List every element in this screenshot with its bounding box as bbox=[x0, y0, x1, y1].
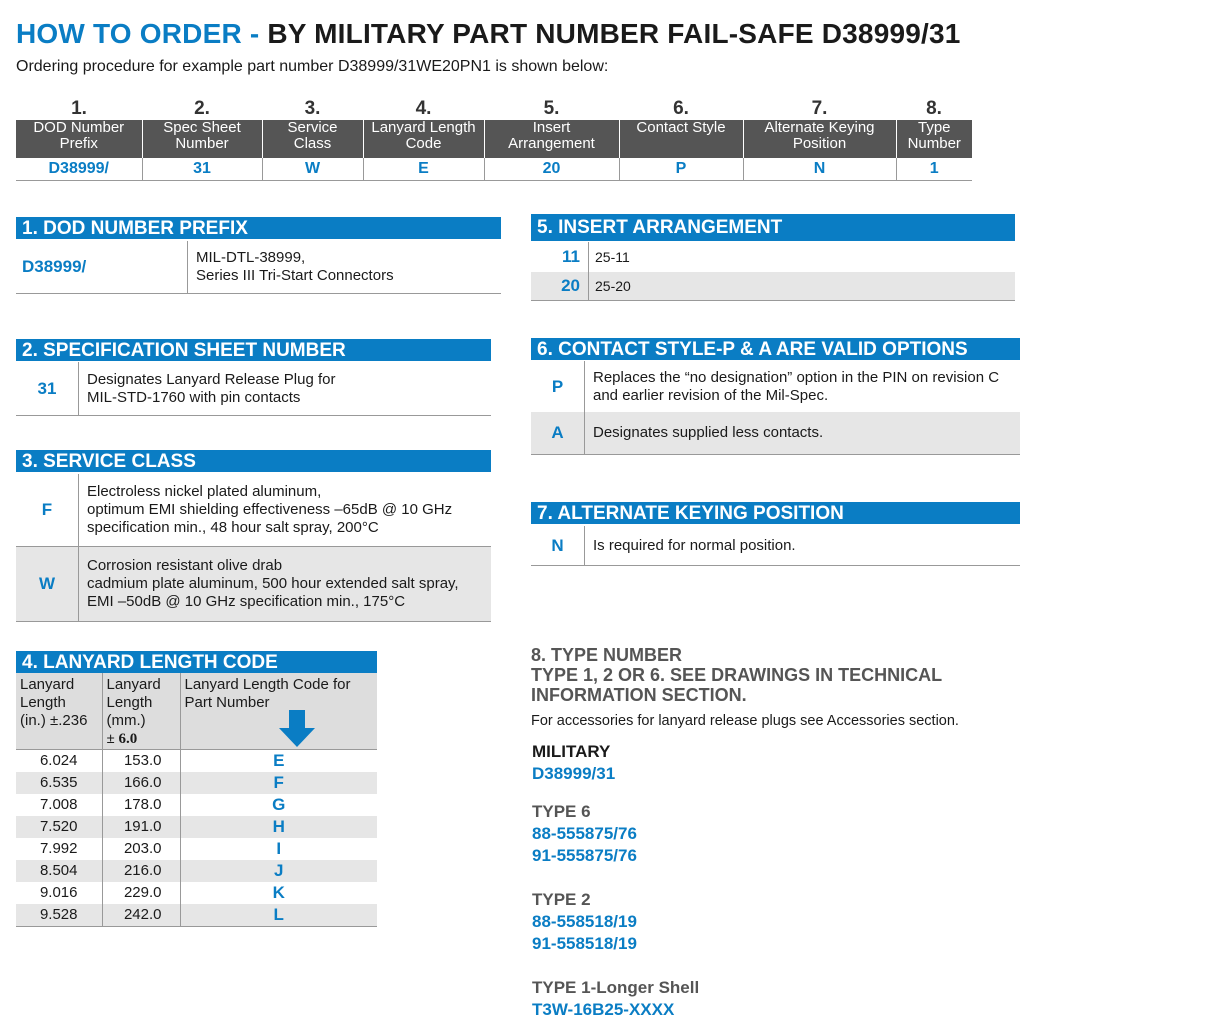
section1-desc: MIL-DTL-38999, Series III Tri-Start Connectors bbox=[196, 249, 394, 284]
lanyard-mm: 153.0 bbox=[102, 749, 180, 772]
section5-desc: 25-11 bbox=[595, 249, 630, 265]
section2-code: 31 bbox=[16, 362, 79, 415]
section3-row bbox=[16, 547, 491, 622]
section1-row bbox=[16, 241, 501, 294]
lanyard-inches: 7.520 bbox=[16, 816, 102, 838]
overview-header: Spec Sheet Number bbox=[142, 120, 262, 158]
ordering-overview-table bbox=[16, 98, 972, 181]
overview-num: 7. bbox=[811, 98, 828, 119]
lanyard-mm: 178.0 bbox=[102, 794, 180, 816]
section3-code: W bbox=[16, 547, 79, 621]
overview-value: 31 bbox=[142, 158, 262, 181]
overview-number-row bbox=[16, 98, 972, 120]
section4-header: 4. LANYARD LENGTH CODE bbox=[16, 651, 377, 673]
section5-code: 20 bbox=[531, 272, 589, 300]
lanyard-code: I bbox=[276, 838, 282, 858]
overview-num: 8. bbox=[926, 98, 942, 119]
section2-header: 2. SPECIFICATION SHEET NUMBER bbox=[16, 339, 491, 361]
overview-value-row bbox=[16, 158, 972, 181]
lanyard-code: K bbox=[272, 882, 285, 902]
section6-desc: Replaces the “no designation” option in the PIN on revision C and earlier revision of the Mil-Spec. bbox=[593, 368, 1000, 404]
lanyard-mm-header-text: Lanyard Length (mm.) bbox=[106, 676, 161, 729]
type2-part-number: 91-558518/19 bbox=[532, 934, 637, 953]
overview-value: 20 bbox=[484, 158, 619, 181]
section3-desc: Electroless nickel plated aluminum, optimum EMI shielding effectiveness –65dB @ 10 GHz specification min., 48 hour salt spray, 200°C bbox=[87, 483, 453, 536]
lanyard-inches: 9.016 bbox=[16, 882, 102, 904]
section6-header: 6. CONTACT STYLE-P & A ARE VALID OPTIONS bbox=[531, 338, 1020, 360]
overview-value: N bbox=[743, 158, 896, 181]
section6-code: P bbox=[531, 361, 585, 412]
overview-num: 5. bbox=[543, 98, 560, 119]
table-row bbox=[16, 860, 377, 882]
title-part2: BY MILITARY PART NUMBER FAIL-SAFE D38999/31 bbox=[267, 18, 961, 49]
lanyard-mm-header bbox=[102, 673, 180, 749]
overview-num: 1. bbox=[71, 98, 87, 119]
lanyard-inches: 8.504 bbox=[16, 860, 102, 882]
overview-header-row bbox=[16, 120, 972, 158]
lanyard-mm: 229.0 bbox=[102, 882, 180, 904]
overview-num: 2. bbox=[194, 98, 210, 119]
table-row bbox=[16, 904, 377, 927]
table-row bbox=[16, 882, 377, 904]
section6-row bbox=[531, 412, 1020, 455]
overview-value: D38999/ bbox=[16, 158, 142, 181]
section5-header: 5. INSERT ARRANGEMENT bbox=[531, 214, 1015, 241]
overview-header: DOD Number Prefix bbox=[16, 120, 142, 158]
section8-title: 8. TYPE NUMBER bbox=[531, 645, 683, 665]
military-part-number: D38999/31 bbox=[532, 764, 616, 783]
overview-value: 1 bbox=[896, 158, 972, 181]
lanyard-inches-header bbox=[16, 673, 102, 749]
section8-subtitle: TYPE 1, 2 OR 6. SEE DRAWINGS IN TECHNICAL INFORMATION SECTION. bbox=[531, 665, 943, 705]
lanyard-code-header bbox=[180, 673, 377, 749]
type1-part-number: T3W-16B25-XXXX bbox=[532, 1000, 675, 1019]
type6-part-number: 88-555875/76 bbox=[532, 824, 637, 843]
lanyard-inches: 6.024 bbox=[16, 749, 102, 772]
type2-label: TYPE 2 bbox=[532, 890, 591, 909]
section5-code: 11 bbox=[531, 242, 589, 272]
table-row bbox=[16, 749, 377, 772]
section8-note: For accessories for lanyard release plugs see Accessories section. bbox=[531, 713, 959, 729]
section7-header: 7. ALTERNATE KEYING POSITION bbox=[531, 502, 1020, 524]
section6-row bbox=[531, 361, 1020, 412]
section7-code: N bbox=[531, 526, 585, 565]
title-part1: HOW TO ORDER - bbox=[16, 18, 268, 49]
lanyard-code: L bbox=[180, 904, 377, 927]
type2-part-number: 88-558518/19 bbox=[532, 912, 637, 931]
section7-desc: Is required for normal position. bbox=[593, 536, 796, 554]
overview-header: Service Class bbox=[262, 120, 363, 158]
section6-code: A bbox=[531, 412, 585, 454]
lanyard-mm: 216.0 bbox=[102, 860, 180, 882]
section1-code: D38999/ bbox=[16, 241, 188, 293]
lanyard-inches: 7.992 bbox=[16, 838, 102, 860]
table-row bbox=[16, 838, 377, 860]
lanyard-code: G bbox=[272, 794, 286, 814]
type6-label: TYPE 6 bbox=[532, 802, 591, 821]
section1-header: 1. DOD NUMBER PREFIX bbox=[16, 217, 501, 239]
section2-desc: Designates Lanyard Release Plug for MIL-STD-1760 with pin contacts bbox=[87, 370, 336, 406]
military-label: MILITARY bbox=[532, 742, 611, 761]
overview-num: 4. bbox=[415, 98, 432, 119]
table-row bbox=[16, 794, 377, 816]
overview-value: P bbox=[619, 158, 743, 181]
section3-header: 3. SERVICE CLASS bbox=[16, 450, 491, 472]
section5-desc: 25-20 bbox=[595, 278, 631, 294]
down-arrow-icon bbox=[277, 710, 317, 748]
section5-row bbox=[531, 242, 1015, 272]
table-row bbox=[16, 772, 377, 794]
page-title bbox=[16, 18, 961, 50]
section6-desc: Designates supplied less contacts. bbox=[593, 424, 824, 441]
lanyard-code-header-text: Lanyard Length Code for Part Number bbox=[184, 676, 351, 711]
type6-part-number: 91-555875/76 bbox=[532, 846, 637, 865]
lanyard-inches-header-text: Lanyard Length (in.) ±.236 bbox=[20, 676, 88, 729]
lanyard-inches: 6.535 bbox=[16, 772, 102, 794]
overview-value: W bbox=[262, 158, 363, 181]
section3-desc: Corrosion resistant olive drab cadmium plate aluminum, 500 hour extended salt spray, EMI –50dB @ 10 GHz specification min., 175°C bbox=[87, 557, 459, 610]
lanyard-code: H bbox=[180, 816, 377, 838]
overview-header: Type Number bbox=[896, 120, 972, 158]
lanyard-length-table bbox=[16, 673, 377, 927]
table-row bbox=[16, 816, 377, 838]
lanyard-mm: 191.0 bbox=[102, 816, 180, 838]
lanyard-code: E bbox=[273, 750, 285, 770]
overview-num: 6. bbox=[673, 98, 689, 119]
section2-row bbox=[16, 362, 491, 416]
overview-num: 3. bbox=[304, 98, 321, 119]
lanyard-code: J bbox=[180, 860, 377, 882]
overview-header: Insert Arrangement bbox=[484, 120, 619, 158]
lanyard-mm: 242.0 bbox=[102, 904, 180, 927]
overview-value: E bbox=[363, 158, 484, 181]
lanyard-mm: 166.0 bbox=[102, 772, 180, 794]
overview-header: Lanyard Length Code bbox=[363, 120, 484, 158]
lanyard-inches: 7.008 bbox=[16, 794, 102, 816]
section3-row bbox=[16, 474, 491, 547]
section5-row bbox=[531, 272, 1015, 301]
section7-row bbox=[531, 526, 1020, 566]
lanyard-inches: 9.528 bbox=[16, 904, 102, 927]
lanyard-mm-tolerance: ± 6.0 bbox=[106, 731, 138, 747]
overview-header: Alternate Keying Position bbox=[743, 120, 896, 158]
type1-label: TYPE 1-Longer Shell bbox=[532, 978, 700, 997]
overview-header: Contact Style bbox=[619, 120, 743, 158]
section3-code: F bbox=[16, 474, 79, 546]
lanyard-mm: 203.0 bbox=[102, 838, 180, 860]
page-subtitle: Ordering procedure for example part number D38999/31WE20PN1 is shown below: bbox=[16, 58, 609, 75]
lanyard-code: F bbox=[180, 772, 377, 794]
